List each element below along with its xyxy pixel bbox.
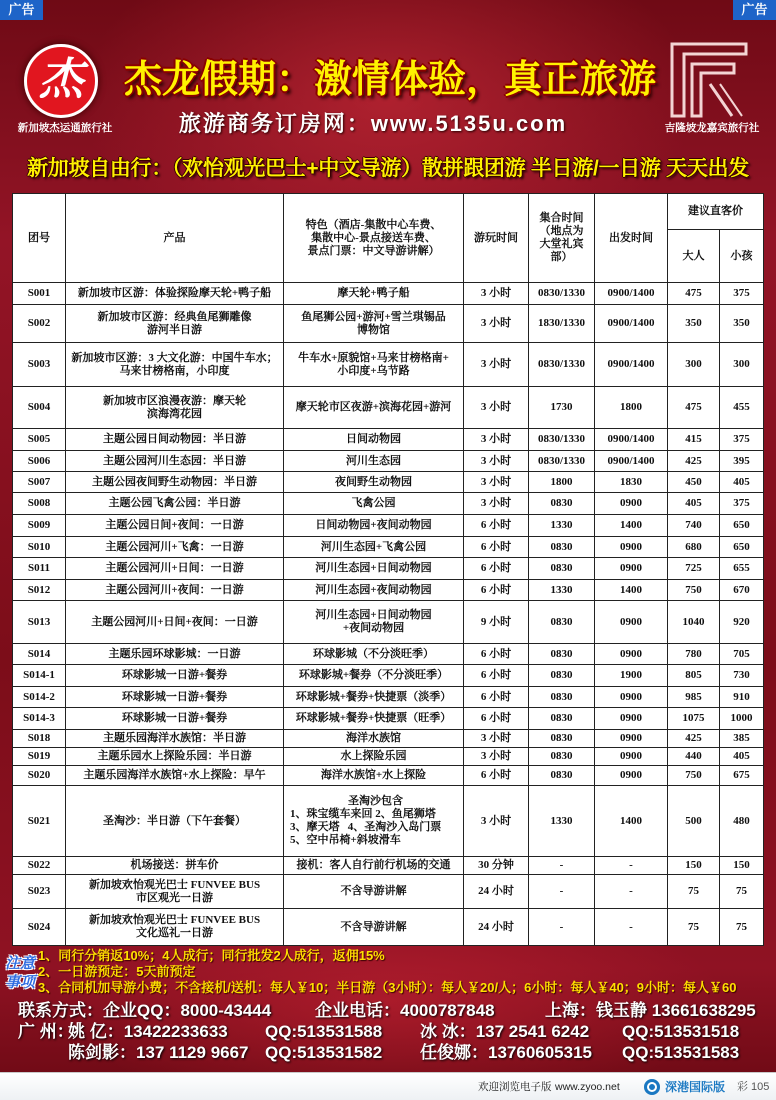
cell-duration: 24 小时 [464, 909, 529, 946]
cell-meet-time: 1730 [529, 387, 595, 429]
cell-meet-time: 0830 [529, 687, 595, 708]
cell-product: 主题公园河川生态园：半日游 [66, 451, 284, 472]
cell-tour-code: S001 [13, 283, 66, 305]
cell-tour-code: S013 [13, 601, 66, 644]
cell-tour-code: S019 [13, 748, 66, 766]
cell-features: 环球影城+餐券+快捷票（淡季） [284, 687, 464, 708]
cell-adult-price: 500 [668, 786, 720, 857]
cell-child-price: 375 [720, 283, 764, 305]
publication-logo-icon [644, 1079, 660, 1095]
cell-depart-time: 1400 [595, 580, 668, 601]
cell-duration: 6 小时 [464, 644, 529, 665]
cell-features: 河川生态园 [284, 451, 464, 472]
cell-tour-code: S022 [13, 857, 66, 875]
cell-adult-price: 1040 [668, 601, 720, 644]
guangzhou-label: 广 州： [18, 1022, 74, 1041]
cell-child-price: 650 [720, 515, 764, 537]
cell-meet-time: 0830 [529, 601, 595, 644]
cell-product: 新加坡市区游：经典鱼尾狮雕像 游河半日游 [66, 305, 284, 343]
cell-child-price: 730 [720, 665, 764, 687]
cell-duration: 6 小时 [464, 766, 529, 786]
table-row [13, 283, 764, 305]
cell-product: 主题乐园海洋水族馆+水上探险：早午 [66, 766, 284, 786]
table-row [13, 558, 764, 580]
cell-child-price: 300 [720, 343, 764, 387]
cell-tour-code: S023 [13, 875, 66, 909]
f-logo-icon [668, 40, 750, 120]
features-list-item: 5、空中吊椅+斜坡滑车 [290, 834, 401, 846]
tour-price-table [12, 193, 764, 946]
cell-child-price: 75 [720, 909, 764, 946]
cell-depart-time: 1400 [595, 515, 668, 537]
cell-meet-time: 0830/1330 [529, 429, 595, 451]
table-row [13, 748, 764, 766]
jie-logo-icon: 杰 [24, 44, 98, 118]
table-row [13, 687, 764, 708]
table-row [13, 472, 764, 493]
cell-adult-price: 440 [668, 748, 720, 766]
contact-qq: QQ:513531588 [265, 1022, 383, 1041]
cell-features: 夜间野生动物园 [284, 472, 464, 493]
cell-depart-time: 0900 [595, 558, 668, 580]
cell-adult-price: 415 [668, 429, 720, 451]
contact-qq: QQ:513531583 [622, 1043, 740, 1062]
cell-adult-price: 985 [668, 687, 720, 708]
table-row [13, 305, 764, 343]
cell-duration: 3 小时 [464, 387, 529, 429]
cell-adult-price: 150 [668, 857, 720, 875]
cell-meet-time: 0830 [529, 644, 595, 665]
cell-child-price: 150 [720, 857, 764, 875]
cell-features: 摩天轮+鸭子船 [284, 283, 464, 305]
cell-adult-price: 75 [668, 909, 720, 946]
cell-duration: 3 小时 [464, 283, 529, 305]
table-row [13, 451, 764, 472]
ad-label-right: 广告 [733, 0, 776, 20]
cell-tour-code: S014-3 [13, 708, 66, 730]
cell-features: 水上探险乐园 [284, 748, 464, 766]
cell-tour-code: S018 [13, 730, 66, 748]
cell-depart-time: 0900/1400 [595, 429, 668, 451]
cell-duration: 6 小时 [464, 687, 529, 708]
note-item: 1、同行分销返10%；4人成行；同行批发2人成行，返佣15% [38, 948, 385, 963]
cell-features: 日间动物园+夜间动物园 [284, 515, 464, 537]
cell-features: 牛车水+原貌馆+马来甘榜格南+ 小印度+乌节路 [284, 343, 464, 387]
cell-child-price: 395 [720, 451, 764, 472]
table-row [13, 708, 764, 730]
cell-product: 主题公园河川+夜间：一日游 [66, 580, 284, 601]
cell-duration: 3 小时 [464, 748, 529, 766]
contact-qq: QQ:513531518 [622, 1022, 740, 1041]
cell-meet-time: - [529, 857, 595, 875]
cell-child-price: 910 [720, 687, 764, 708]
cell-features: 不含导游讲解 [284, 909, 464, 946]
cell-product: 新加坡市区浪漫夜游：摩天轮 滨海湾花园 [66, 387, 284, 429]
cell-meet-time: 0830/1330 [529, 283, 595, 305]
cell-child-price: 375 [720, 493, 764, 515]
cell-tour-code: S004 [13, 387, 66, 429]
cell-features: 摩天轮市区夜游+滨海花园+游河 [284, 387, 464, 429]
cell-child-price: 920 [720, 601, 764, 644]
notes-label: 注意事项 [5, 955, 36, 991]
cell-duration: 30 分钟 [464, 857, 529, 875]
cell-depart-time: 0900 [595, 687, 668, 708]
cell-child-price: 705 [720, 644, 764, 665]
cell-duration: 3 小时 [464, 451, 529, 472]
header-product: 产品 [66, 194, 284, 283]
table-row [13, 493, 764, 515]
cell-duration: 9 小时 [464, 601, 529, 644]
cell-features: 环球影城（不分淡旺季） [284, 644, 464, 665]
cell-duration: 6 小时 [464, 537, 529, 558]
cell-child-price: 75 [720, 875, 764, 909]
page-title: 杰龙假期：激情体验，真正旅游 [123, 59, 656, 101]
table-body [13, 283, 764, 946]
cell-depart-time: 0900/1400 [595, 343, 668, 387]
cell-duration: 3 小时 [464, 786, 529, 857]
cell-depart-time: 1800 [595, 387, 668, 429]
table-row [13, 766, 764, 786]
cell-depart-time: 0900 [595, 601, 668, 644]
cell-features: 河川生态园+日间动物园 [284, 558, 464, 580]
cell-meet-time: 0830 [529, 708, 595, 730]
note-item: 2、一日游预定：5天前预定 [38, 964, 196, 979]
features-list-item: 3、摩天塔 4、圣淘沙入岛门票 [290, 821, 442, 833]
cell-child-price: 1000 [720, 708, 764, 730]
cell-child-price: 675 [720, 766, 764, 786]
cell-tour-code: S014 [13, 644, 66, 665]
cell-depart-time: 1900 [595, 665, 668, 687]
cell-depart-time: 0900 [595, 748, 668, 766]
cell-meet-time: - [529, 909, 595, 946]
cell-features: 飞禽公园 [284, 493, 464, 515]
cell-depart-time: 0900/1400 [595, 305, 668, 343]
cell-depart-time: 0900 [595, 537, 668, 558]
cell-adult-price: 750 [668, 580, 720, 601]
cell-adult-price: 725 [668, 558, 720, 580]
table-row [13, 857, 764, 875]
cell-tour-code: S007 [13, 472, 66, 493]
features-list-item: 1、珠宝缆车来回 2、鱼尾狮塔 [290, 808, 436, 820]
cell-depart-time: - [595, 875, 668, 909]
table-row [13, 343, 764, 387]
cell-child-price: 480 [720, 786, 764, 857]
cell-meet-time: 1800 [529, 472, 595, 493]
cell-meet-time: 0830/1330 [529, 451, 595, 472]
cell-product: 环球影城一日游+餐券 [66, 665, 284, 687]
cell-tour-code: S009 [13, 515, 66, 537]
header-suggested-price: 建议直客价 [668, 194, 764, 230]
cell-depart-time: 0900/1400 [595, 283, 668, 305]
cell-duration: 6 小时 [464, 515, 529, 537]
cell-duration: 3 小时 [464, 429, 529, 451]
cell-tour-code: S012 [13, 580, 66, 601]
header-child-price: 小孩 [720, 230, 764, 283]
cell-adult-price: 740 [668, 515, 720, 537]
cell-adult-price: 350 [668, 305, 720, 343]
cell-tour-code: S008 [13, 493, 66, 515]
page-footer [0, 1072, 776, 1100]
shanghai-contact: 上海：钱玉静 13661638295 [545, 1001, 756, 1020]
cell-meet-time: 0830 [529, 748, 595, 766]
cell-child-price: 375 [720, 429, 764, 451]
cell-adult-price: 450 [668, 472, 720, 493]
cell-features: 环球影城+餐券+快捷票（旺季） [284, 708, 464, 730]
cell-adult-price: 805 [668, 665, 720, 687]
cell-features: 日间动物园 [284, 429, 464, 451]
cell-product: 圣淘沙：半日游（下午套餐） [66, 786, 284, 857]
cell-child-price: 670 [720, 580, 764, 601]
cell-tour-code: S020 [13, 766, 66, 786]
cell-features: 接机：客人自行前行机场的交通 [284, 857, 464, 875]
table-row [13, 601, 764, 644]
note-item: 3、合同机加导游小费；不含接机/送机：每人￥10；半日游（3小时）：每人￥20/人；6小时：每人￥40；9小时：每人￥60 [38, 980, 737, 995]
promo-banner: 新加坡自由行：（欢怡观光巴士+中文导游）散拼跟团游 半日游/一日游 天天出发 [27, 157, 749, 180]
cell-duration: 3 小时 [464, 730, 529, 748]
cell-child-price: 405 [720, 472, 764, 493]
header-meet-time: 集合时间 （地点为 大堂礼宾 部） [529, 194, 595, 283]
cell-adult-price: 750 [668, 766, 720, 786]
cell-tour-code: S024 [13, 909, 66, 946]
cell-duration: 6 小时 [464, 558, 529, 580]
cell-adult-price: 425 [668, 730, 720, 748]
header-adult-price: 大人 [668, 230, 720, 283]
cell-meet-time: 0830 [529, 537, 595, 558]
contact-name-phone: 姚 亿：13422233633 [68, 1022, 228, 1041]
cell-meet-time: 0830/1330 [529, 343, 595, 387]
table-row [13, 537, 764, 558]
table-row [13, 515, 764, 537]
cell-meet-time: 1830/1330 [529, 305, 595, 343]
footer-url: www.zyoo.net [555, 1081, 620, 1093]
cell-features: 环球影城+餐券（不分淡旺季） [284, 665, 464, 687]
cell-depart-time: 0900 [595, 766, 668, 786]
cell-adult-price: 1075 [668, 708, 720, 730]
table-row [13, 875, 764, 909]
cell-tour-code: S002 [13, 305, 66, 343]
cell-features: 河川生态园+夜间动物园 [284, 580, 464, 601]
cell-features: 河川生态园+日间动物园 +夜间动物园 [284, 601, 464, 644]
cell-child-price: 650 [720, 537, 764, 558]
cell-child-price: 405 [720, 748, 764, 766]
cell-product: 环球影城一日游+餐券 [66, 708, 284, 730]
cell-features [284, 786, 464, 857]
cell-product: 主题乐园环球影城：一日游 [66, 644, 284, 665]
cell-depart-time: 0900 [595, 730, 668, 748]
header-features: 特色（酒店-集散中心车费、 集散中心-景点接送车费、 景点门票：中文导游讲解） [284, 194, 464, 283]
cell-duration: 6 小时 [464, 580, 529, 601]
cell-child-price: 385 [720, 730, 764, 748]
cell-features: 不含导游讲解 [284, 875, 464, 909]
cell-tour-code: S014-1 [13, 665, 66, 687]
cell-meet-time: 0830 [529, 493, 595, 515]
cell-adult-price: 300 [668, 343, 720, 387]
cell-adult-price: 780 [668, 644, 720, 665]
browse-label: 欢迎浏览电子版 [478, 1081, 552, 1093]
cell-meet-time: 1330 [529, 515, 595, 537]
contact-label: 联系方式： [18, 1001, 103, 1020]
features-title: 圣淘沙包含 [348, 795, 403, 807]
cell-duration: 3 小时 [464, 343, 529, 387]
cell-child-price: 455 [720, 387, 764, 429]
cell-product: 新加坡欢怡观光巴士 FUNVEE BUS 市区观光一日游 [66, 875, 284, 909]
publication-brand: 深港国际版 [665, 1080, 726, 1094]
cell-depart-time: 1830 [595, 472, 668, 493]
cell-tour-code: S010 [13, 537, 66, 558]
header-tour-code: 团号 [13, 194, 66, 283]
cell-product: 机场接送：拼车价 [66, 857, 284, 875]
cell-meet-time: - [529, 875, 595, 909]
cell-product: 主题公园日间+夜间：一日游 [66, 515, 284, 537]
cell-adult-price: 475 [668, 387, 720, 429]
cell-product: 新加坡市区游：3 大文化游：中国牛车水； 马来甘榜格南，小印度 [66, 343, 284, 387]
cell-features: 鱼尾狮公园+游河+雪兰琪锡品 博物馆 [284, 305, 464, 343]
table-row [13, 644, 764, 665]
cell-product: 主题公园河川+飞禽：一日游 [66, 537, 284, 558]
cell-depart-time: 1400 [595, 786, 668, 857]
cell-meet-time: 1330 [529, 786, 595, 857]
cell-duration: 3 小时 [464, 493, 529, 515]
table-header-row [13, 194, 764, 230]
cell-child-price: 655 [720, 558, 764, 580]
cell-tour-code: S021 [13, 786, 66, 857]
table-row [13, 429, 764, 451]
contact-qq: QQ:513531582 [265, 1043, 383, 1062]
contact-name-phone: 冰 冰：137 2541 6242 [420, 1022, 590, 1041]
enterprise-phone: 企业电话：4000787848 [315, 1001, 495, 1020]
cell-product: 主题公园河川+日间+夜间：一日游 [66, 601, 284, 644]
cell-product: 新加坡市区游：体验探险摩天轮+鸭子船 [66, 283, 284, 305]
table-row [13, 730, 764, 748]
cell-adult-price: 475 [668, 283, 720, 305]
cell-tour-code: S005 [13, 429, 66, 451]
enterprise-qq: 企业QQ：8000-43444 [103, 1001, 272, 1020]
booking-website: 旅游商务订房网：www.5135u.com [178, 111, 568, 136]
cell-duration: 3 小时 [464, 305, 529, 343]
cell-product: 主题乐园海洋水族馆：半日游 [66, 730, 284, 748]
cell-product: 新加坡欢怡观光巴士 FUNVEE BUS 文化巡礼一日游 [66, 909, 284, 946]
cell-depart-time: - [595, 857, 668, 875]
cell-tour-code: S011 [13, 558, 66, 580]
cell-duration: 24 小时 [464, 875, 529, 909]
cell-adult-price: 425 [668, 451, 720, 472]
cell-product: 主题公园飞禽公园：半日游 [66, 493, 284, 515]
page-number: 105 [751, 1081, 770, 1093]
table-row [13, 580, 764, 601]
cell-duration: 6 小时 [464, 665, 529, 687]
cell-features: 河川生态园+飞禽公园 [284, 537, 464, 558]
cell-depart-time: - [595, 909, 668, 946]
cell-meet-time: 0830 [529, 730, 595, 748]
cell-tour-code: S006 [13, 451, 66, 472]
cell-child-price: 350 [720, 305, 764, 343]
ad-label-left: 广告 [0, 0, 43, 20]
contact-name-phone: 任俊娜：13760605315 [420, 1043, 593, 1062]
section-label: 彩 [737, 1081, 748, 1093]
cell-adult-price: 680 [668, 537, 720, 558]
cell-meet-time: 0830 [529, 766, 595, 786]
table-row [13, 665, 764, 687]
cell-depart-time: 0900 [595, 644, 668, 665]
cell-adult-price: 75 [668, 875, 720, 909]
cell-product: 主题公园日间动物园：半日游 [66, 429, 284, 451]
cell-duration: 6 小时 [464, 708, 529, 730]
cell-product: 主题乐园水上探险乐园：半日游 [66, 748, 284, 766]
header-depart-time: 出发时间 [595, 194, 668, 283]
cell-meet-time: 0830 [529, 558, 595, 580]
table-row [13, 909, 764, 946]
cell-meet-time: 1330 [529, 580, 595, 601]
cell-product: 主题公园河川+日间：一日游 [66, 558, 284, 580]
table-row [13, 786, 764, 857]
table-row [13, 387, 764, 429]
cell-product: 主题公园夜间野生动物园：半日游 [66, 472, 284, 493]
cell-adult-price: 405 [668, 493, 720, 515]
right-agency-name: 吉隆坡龙嘉宾旅行社 [664, 122, 760, 134]
left-agency-name: 新加坡杰运通旅行社 [17, 122, 113, 134]
cell-product: 环球影城一日游+餐券 [66, 687, 284, 708]
cell-tour-code: S014-2 [13, 687, 66, 708]
header-duration: 游玩时间 [464, 194, 529, 283]
cell-tour-code: S003 [13, 343, 66, 387]
cell-features: 海洋水族馆 [284, 730, 464, 748]
cell-features: 海洋水族馆+水上探险 [284, 766, 464, 786]
cell-depart-time: 0900 [595, 493, 668, 515]
cell-duration: 3 小时 [464, 472, 529, 493]
cell-meet-time: 0830 [529, 665, 595, 687]
cell-depart-time: 0900/1400 [595, 451, 668, 472]
cell-depart-time: 0900 [595, 708, 668, 730]
contact-name-phone: 陈剑影：137 1129 9667 [68, 1043, 249, 1062]
